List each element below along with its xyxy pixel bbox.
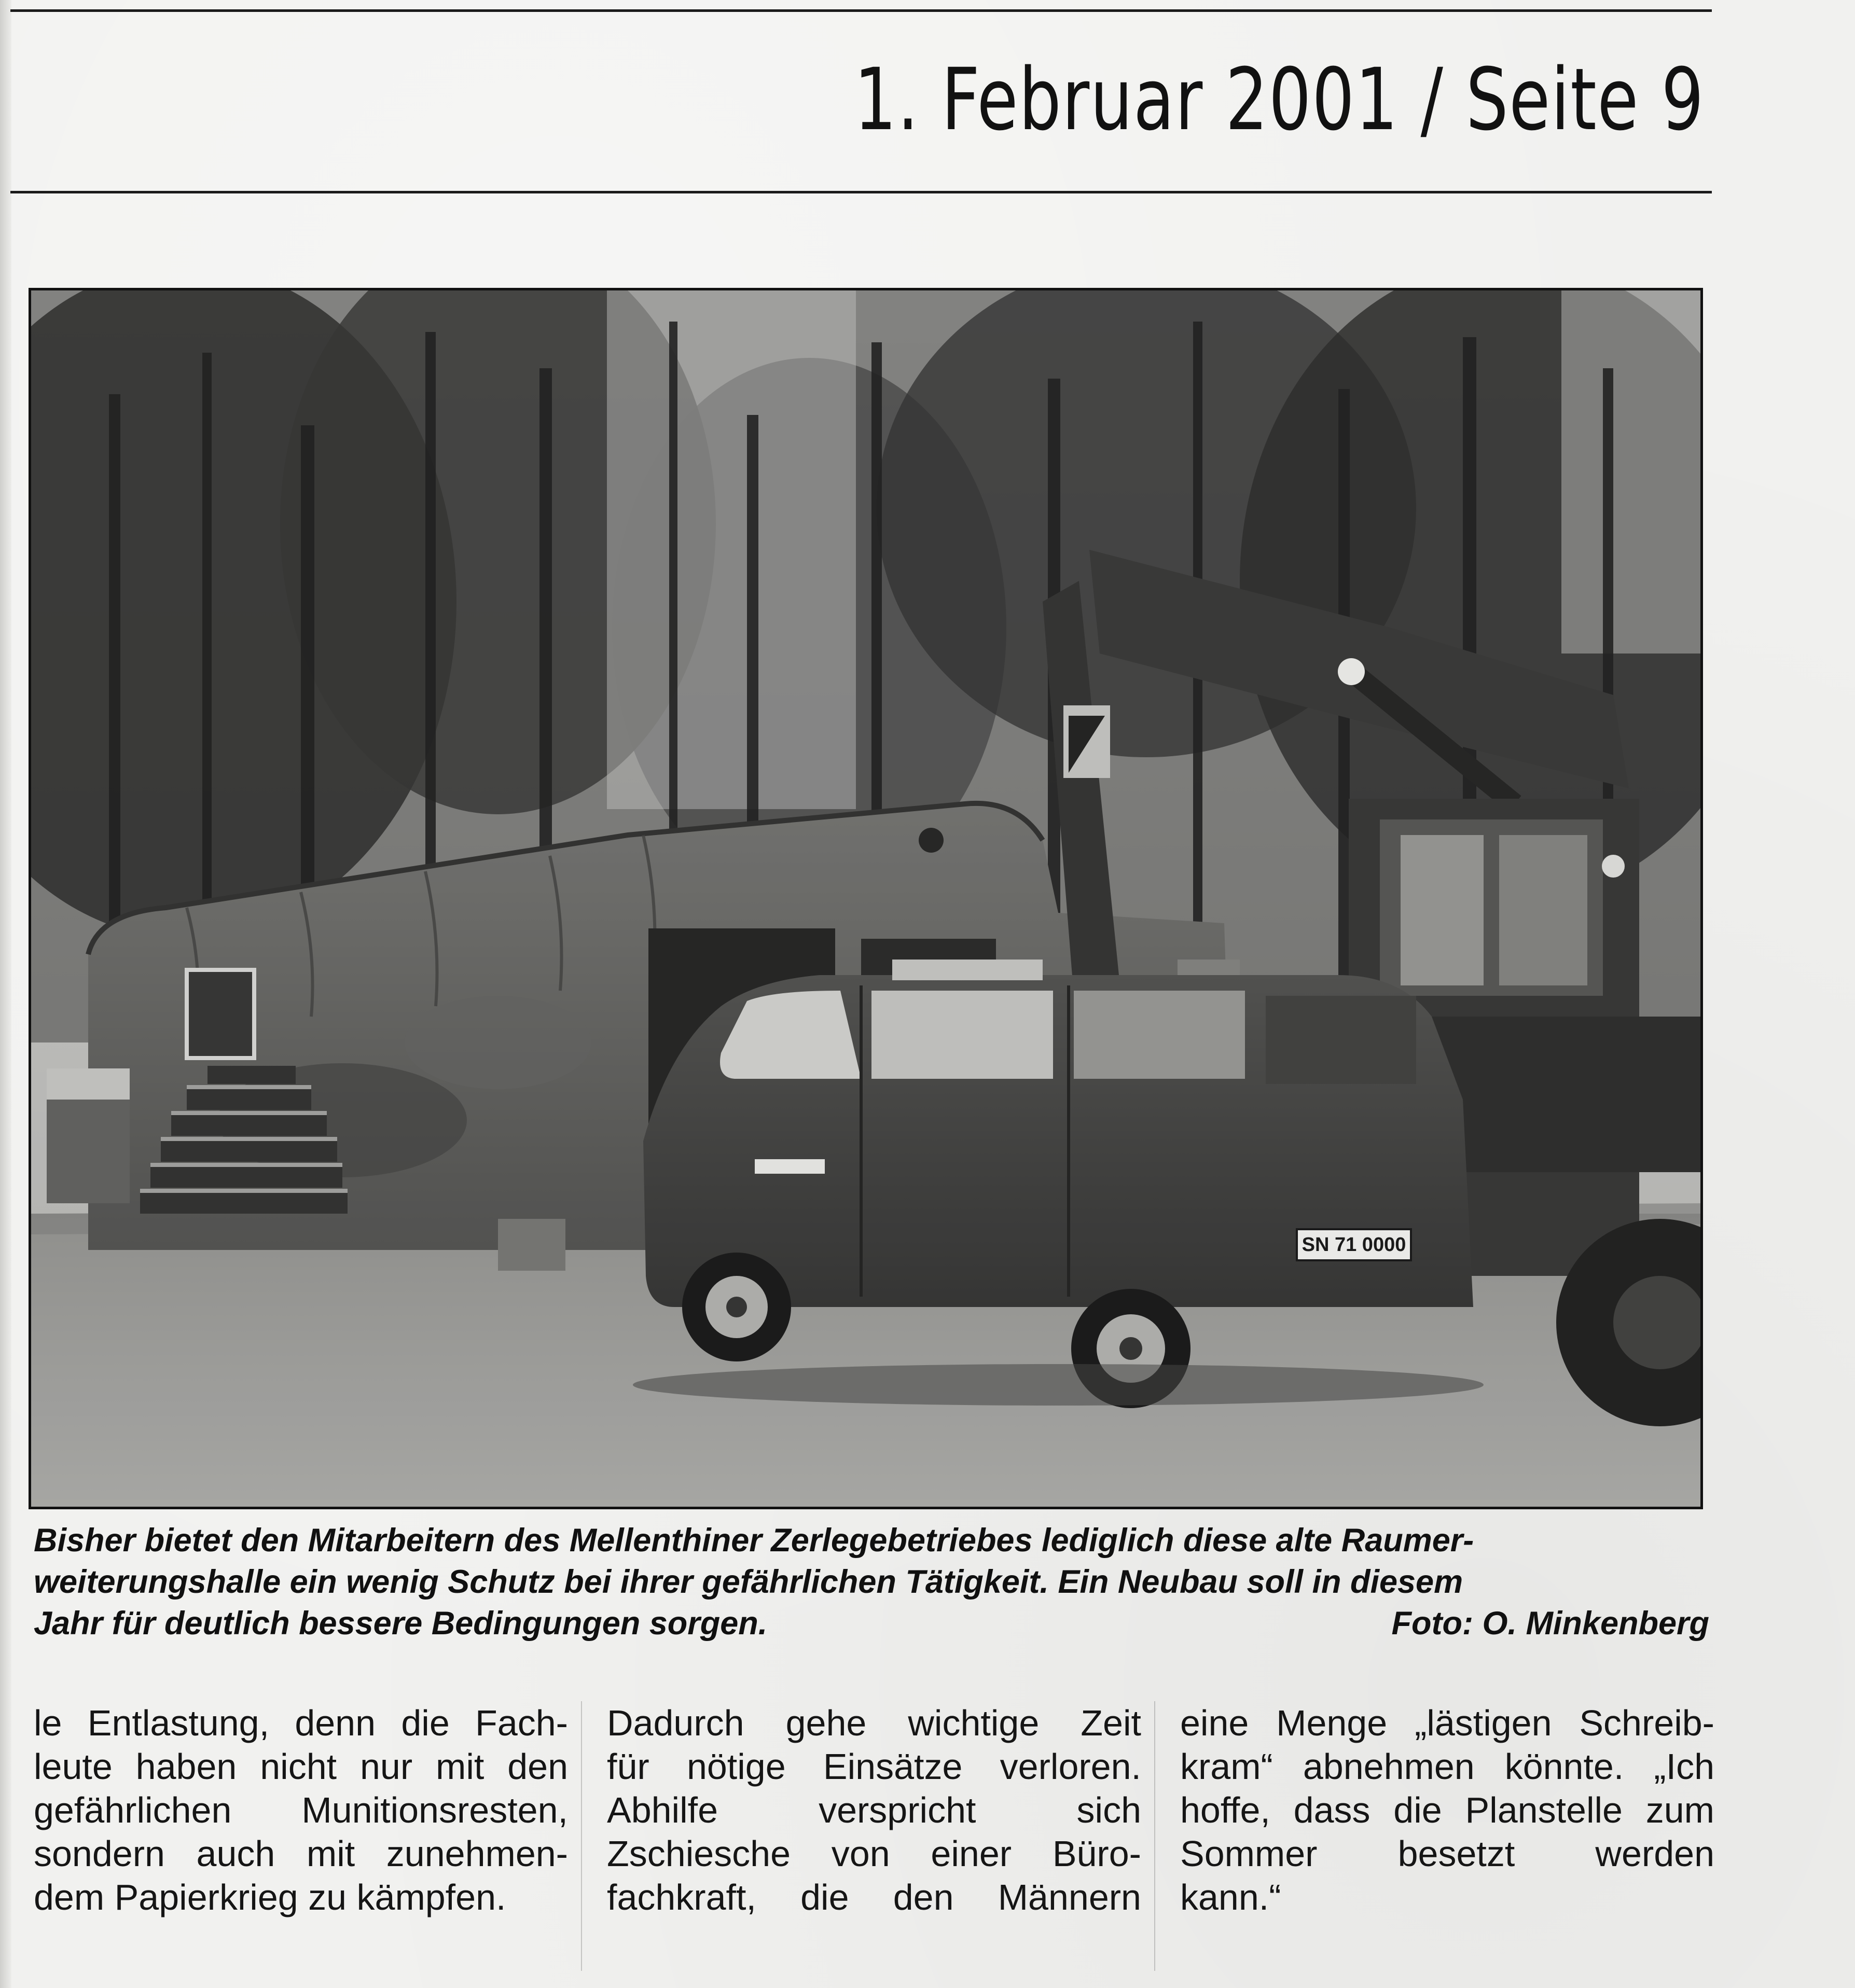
column-3-line-5: kann.“ — [1180, 1877, 1281, 1917]
article-column-1 — [34, 1701, 568, 1919]
header-top-rule — [10, 9, 1712, 12]
column-1-line-1: le Entlastung, denn die Fach- — [34, 1703, 568, 1743]
column-2-line-5: fachkraft, die den Männern — [607, 1877, 1141, 1917]
page-edge-shadow — [0, 0, 11, 1988]
column-3-line-4: Sommer besetzt werden — [1180, 1833, 1714, 1874]
column-1-line-5: dem Papierkrieg zu kämpfen. — [34, 1877, 506, 1917]
news-photo — [29, 288, 1703, 1509]
column-3-line-1: eine Menge „lästigen Schreib- — [1180, 1703, 1714, 1743]
column-1-line-2: leute haben nicht nur mit den — [34, 1746, 568, 1787]
column-2-line-4: Zschiesche von einer Büro- — [607, 1833, 1141, 1874]
caption-line-2: weiterungshalle ein wenig Schutz bei ihrer gefährlichen Tätigkeit. Ein Neubau soll in diesem — [34, 1564, 1463, 1600]
photo-illustration — [31, 290, 1700, 1507]
column-1-line-3: gefährlichen Munitionsresten, — [34, 1790, 568, 1830]
caption-line-1: Bisher bietet den Mitarbeitern des Mellenthiner Zerlegebetriebes lediglich diese alte Raumer- — [34, 1522, 1474, 1559]
column-2-line-1: Dadurch gehe wichtige Zeit — [607, 1703, 1141, 1743]
column-3-line-2: kram“ abnehmen könnte. „Ich — [1180, 1746, 1714, 1787]
column-divider-2 — [1154, 1701, 1155, 1971]
column-2-line-3: Abhilfe verspricht sich — [607, 1790, 1141, 1830]
article-column-3 — [1180, 1701, 1714, 1919]
column-divider-1 — [581, 1701, 582, 1971]
column-3-line-3: hoffe, dass die Planstelle zum — [1180, 1790, 1714, 1830]
column-2-line-2: für nötige Einsätze verloren. — [607, 1746, 1141, 1787]
photo-credit: Foto: O. Minkenberg — [1391, 1605, 1709, 1642]
photo-caption — [34, 1520, 1709, 1644]
column-1-line-4: sondern auch mit zunehmen- — [34, 1833, 568, 1874]
license-plate: SN 71 0000 — [1302, 1234, 1406, 1256]
caption-line-3-wrapper — [34, 1603, 1709, 1644]
article-column-2 — [607, 1701, 1141, 1919]
dateline: 1. Februar 2001 / Seite 9 — [854, 50, 1705, 149]
caption-line-3: Jahr für deutlich bessere Bedingungen sorgen. — [34, 1605, 768, 1642]
header-bottom-rule — [10, 191, 1712, 193]
